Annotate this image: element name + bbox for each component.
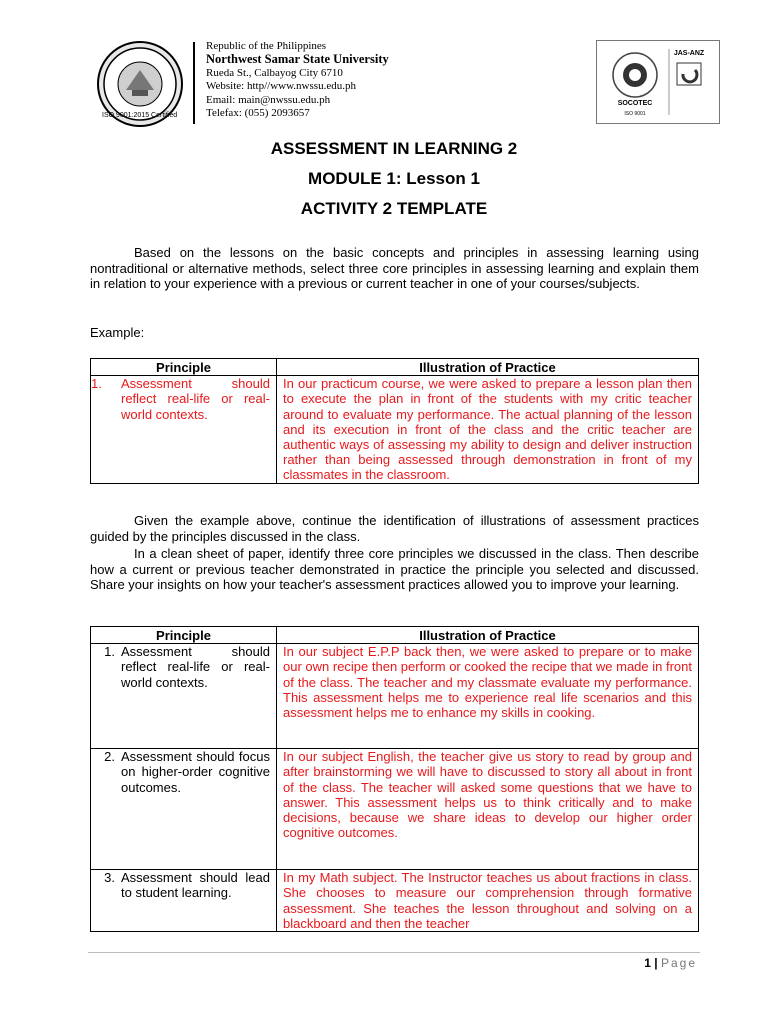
course-title: ASSESSMENT IN LEARNING 2 (270, 139, 518, 158)
principle-text: Assessment should reflect real-life or real-world contexts. (121, 644, 270, 690)
example-table-header (91, 359, 699, 376)
principle-number: 3. (104, 870, 115, 886)
footer-rule (88, 952, 700, 953)
table-row (91, 376, 699, 483)
illustration-cell: In my Math subject. The Instructor teaches us about fractions in class. She chooses to measure our comprehension through formative assessment. She teaches the lesson throughout and solving on a blackboard and then the teacher (277, 870, 699, 932)
header-divider (193, 42, 195, 124)
illustration-cell: In our practicum course, we were asked to prepare a lesson plan then to execute the plan in front of the students with my critic teacher around to evaluate my performance. The actual planning of the lesson and its execution in front of the class and the critic teacher are authentic ways of assessing my ability to design and deliver instruction rather than being assessed through demonstration in front of my classmates in the classroom. (277, 376, 699, 483)
principle-cell (91, 376, 277, 483)
principle-header: Principle (91, 627, 277, 644)
principle-number: 2. (104, 749, 115, 765)
iso-certified-label: ISO 9001:2015 Certified (102, 112, 178, 119)
principle-cell (91, 644, 277, 749)
telefax-line: Telefax: (055) 2093657 (206, 107, 310, 120)
instruction-paragraph-2: In a clean sheet of paper, identify three core principles we discussed in the class. Then describe how a current or previous teacher demonstrated in practice the principle you selected and discussed. Share your insights on how your teacher's assessment practices allowed you to improve your learning. (90, 546, 699, 592)
republic-line: Republic of the Philippines (206, 40, 327, 52)
iso-logo-label: ISO 9001 (624, 111, 646, 117)
illustration-cell: In our subject E.P.P back then, we were asked to prepare or to make our own recipe then perform or cooked the recipe that we made in front of the class. The teacher and my classmate evaluate my performance. This assessment helps me to experience real life scenarios and this assessment helps me to enhance my skills in cooking. (277, 644, 699, 749)
instruction-paragraph-1: Given the example above, continue the identification of illustrations of assessment practices guided by the principles discussed in the class. (90, 513, 699, 544)
principle-cell (91, 749, 277, 870)
answer-table (90, 626, 699, 932)
example-table (90, 358, 699, 484)
answer-table-header (91, 627, 699, 644)
website-line: Website: http//www.nwssu.edu.ph (206, 80, 356, 93)
principle-number: 1. (104, 644, 115, 660)
table-row (91, 644, 699, 749)
illustration-header: Illustration of Practice (277, 359, 699, 376)
table-row (91, 749, 699, 870)
principle-text: Assessment should reflect real-life or real-world contexts. (121, 376, 270, 422)
table-row (91, 870, 699, 932)
module-title: MODULE 1: Lesson 1 (308, 169, 480, 188)
illustration-header: Illustration of Practice (277, 627, 699, 644)
email-line: Email: main@nwssu.edu.ph (206, 93, 331, 106)
illustration-cell: In our subject English, the teacher give us story to read by group and after brainstorming we will have to discussed to story all about in front of the class. The teacher will asked some questions that we have to answer. This assessment helps us to think critically and to make decisions, because we share ideas to develop our higher order cognitive outcomes. (277, 749, 699, 870)
activity-title: ACTIVITY 2 TEMPLATE (300, 199, 488, 218)
page-footer (560, 956, 697, 970)
university-name: Northwest Samar State University (206, 52, 389, 67)
principle-text: Assessment should lead to student learning. (121, 870, 270, 901)
socotec-label: SOCOTEC (617, 100, 653, 107)
jas-anz-label: JAS-ANZ (673, 50, 705, 57)
principle-cell (91, 870, 277, 932)
principle-number: 1. (91, 376, 102, 392)
example-label: Example: (90, 325, 145, 340)
page-separator: | (654, 956, 658, 970)
intro-paragraph: Based on the lessons on the basic concepts and principles in assessing learning using nontraditional or alternative methods, select three core principles in assessing learning and explain them in relation to your experience with a previous or current teacher in one of your courses/subjects. (90, 245, 699, 291)
certification-logos (596, 40, 720, 124)
principle-header: Principle (91, 359, 277, 376)
page-number: 1 (644, 956, 651, 970)
university-info (206, 40, 389, 120)
page-label: Page (660, 956, 697, 970)
cert-logo-graphic (597, 41, 719, 123)
principle-text: Assessment should focus on higher-order cognitive outcomes. (121, 749, 270, 795)
address-line: Rueda St., Calbayog City 6710 (206, 66, 343, 79)
